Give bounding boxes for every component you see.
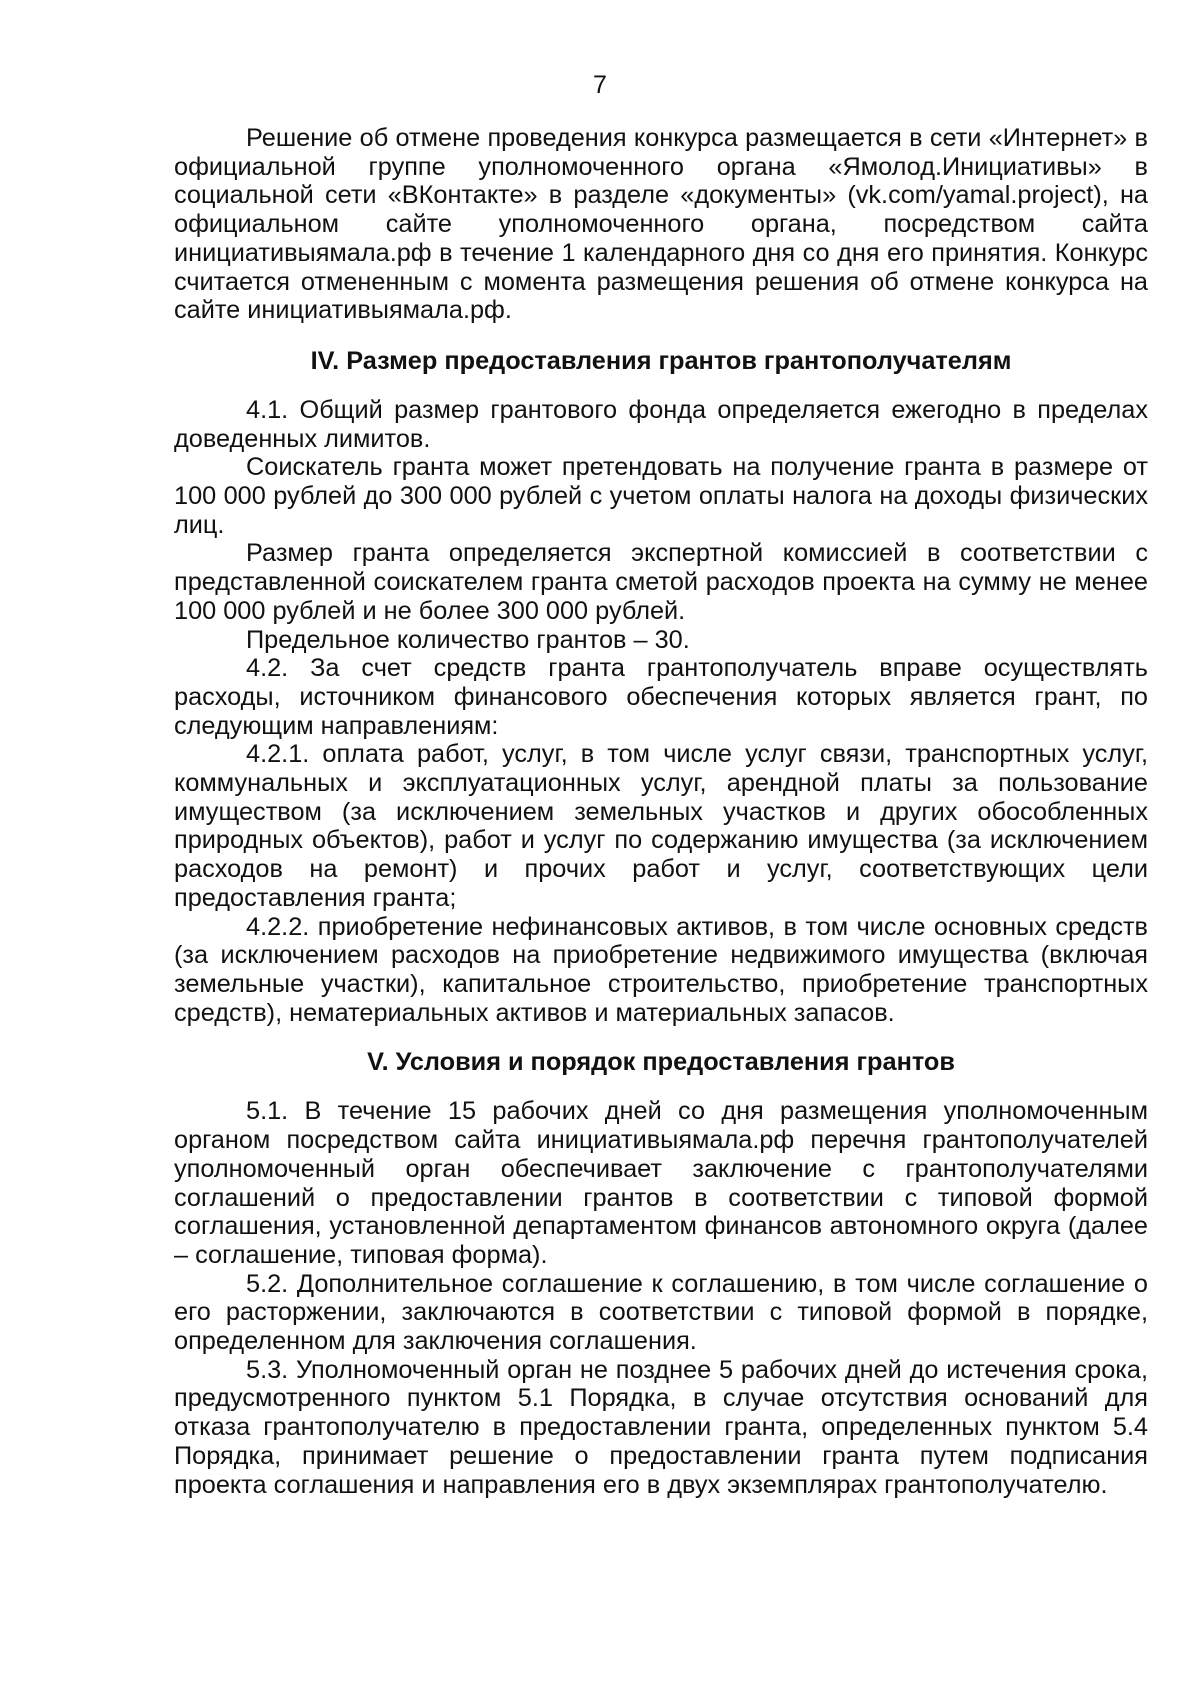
section-5-heading: V. Условия и порядок предоставления грантов — [367, 1048, 955, 1077]
section-5-paragraph-2: 5.2. Дополнительное соглашение к соглашению, в том числе соглашение о его расторжении, заключаются в соответствии с типовой формой в порядке, определенном для заключения соглашения. — [174, 1269, 1148, 1356]
section-4-paragraph-6: 4.2.1. оплата работ, услуг, в том числе услуг связи, транспортных услуг, коммунальных и эксплуатационных услуг, арендной платы за пользование имуществом (за исключением земельных участков и других обособленных природных объектов), работ и услуг по содержанию имущества (за исключением расходов на ремонт) и прочих работ и услуг, соответствующих цели предоставления гранта; — [174, 740, 1148, 912]
section-5-paragraph-1: 5.1. В течение 15 рабочих дней со дня размещения уполномоченным органом посредством сайта инициативыямала.рф перечня грантополучателей уполномоченный орган обеспечивает заключение с грантополучателями соглашений о предоставлении грантов в соответствии с типовой формой соглашения, установленной департаментом финансов автономного округа (далее – соглашение, типовая форма). — [174, 1097, 1148, 1269]
document-body — [174, 124, 1148, 1499]
section-4-paragraph-7: 4.2.2. приобретение нефинансовых активов, в том числе основных средств (за исключением расходов на приобретение недвижимого имущества (включая земельные участки), капитальное строительство, приобретение транспортных средств), нематериальных активов и материальных запасов. — [174, 912, 1148, 1027]
section-4-paragraph-5: 4.2. За счет средств гранта грантополучатель вправе осуществлять расходы, источником финансового обеспечения которых является грант, по следующим направлениям: — [174, 654, 1148, 740]
section-4-paragraph-2: Соискатель гранта может претендовать на получение гранта в размере от 100 000 рублей до 300 000 рублей с учетом оплаты налога на доходы физических лиц. — [174, 453, 1148, 539]
page-number: 7 — [593, 71, 607, 99]
section-4-heading: IV. Размер предоставления грантов грантополучателям — [310, 346, 1012, 375]
section-4-paragraph-4: Предельное количество грантов – 30. — [246, 625, 690, 654]
section-4-paragraph-3: Размер гранта определяется экспертной комиссией в соответствии с представленной соискателем гранта сметой расходов проекта на сумму не менее 100 000 рублей и не более 300 000 рублей. — [174, 539, 1148, 625]
section-4-paragraph-1: 4.1. Общий размер грантового фонда определяется ежегодно в пределах доведенных лимитов. — [174, 395, 1148, 453]
section-5-paragraph-3: 5.3. Уполномоченный орган не позднее 5 рабочих дней до истечения срока, предусмотренного пунктом 5.1 Порядка, в случае отсутствия оснований для отказа грантополучателю в предоставлении гранта, определенных пунктом 5.4 Порядка, принимает решение о предоставлении гранта путем подписания проекта соглашения и направления его в двух экземплярах грантополучателю. — [174, 1355, 1148, 1499]
intro-paragraph-1: Решение об отмене проведения конкурса размещается в сети «Интернет» в официальной группе уполномоченного органа «Ямолод.Инициативы» в социальной сети «ВКонтакте» в разделе «документы» (vk.com/yamal.project), на официальном сайте уполномоченного органа, посредством сайта инициативыямала.рф в течение 1 календарного дня со дня его принятия. Конкурс считается отмененным с момента размещения решения об отмене конкурса на сайте инициативыямала.рф. — [174, 124, 1148, 325]
